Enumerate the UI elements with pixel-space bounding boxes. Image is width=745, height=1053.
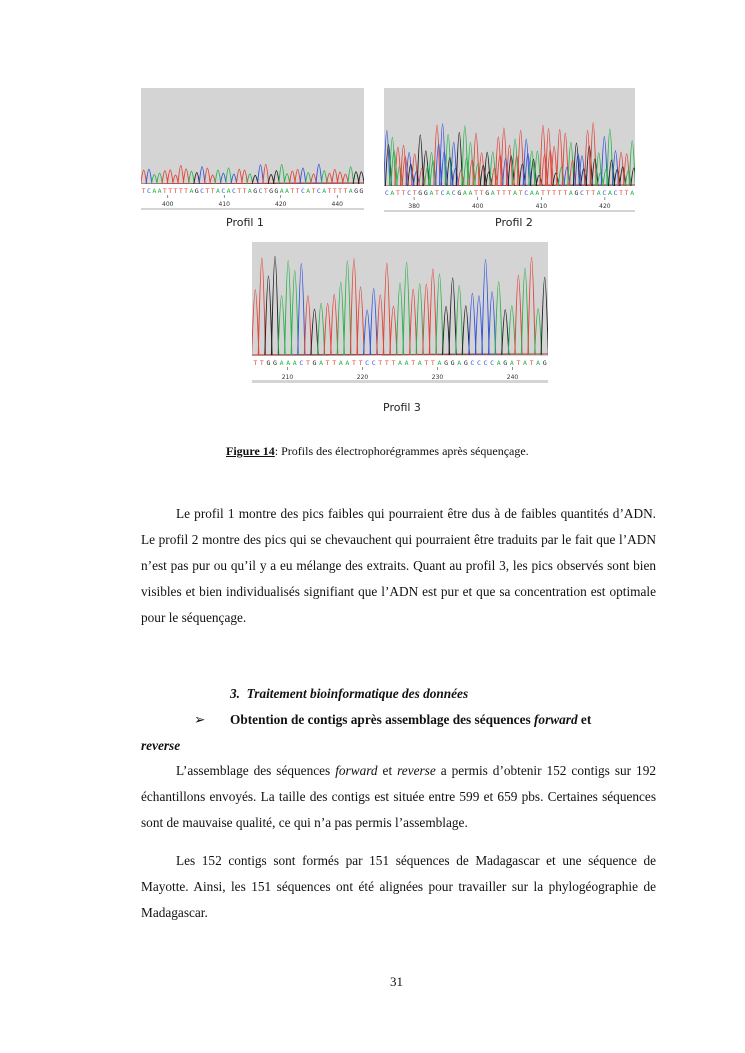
trace-peak-overlap (564, 167, 570, 186)
paragraph-1-text: Le profil 1 montre des pics faibles qui pourraient être dus à de faibles quantités d’ADN. Le profil 2 montre des pics qui se chevauchent qui pourraient être traduits par le fait que l’ADN n’est pas pur ou qu’il y a eu mélange des extraits. Quant au profil 3, les pics observés sont bien visibles et bien individualisés signifiant que l’ADN est pur et que sa concentration est optimale pour le séquençage. (141, 506, 656, 625)
trace-peak (515, 275, 522, 355)
base-call: A (398, 359, 402, 367)
trace-peak (236, 169, 242, 184)
base-call: C (371, 359, 376, 367)
base-call: T (253, 359, 258, 367)
trace-peak (390, 306, 397, 355)
trace-peak (467, 142, 473, 186)
base-call: A (338, 359, 343, 367)
tick-label: 400 (471, 203, 484, 210)
trace-peak (273, 171, 279, 184)
base-call: T (552, 189, 557, 197)
trace-peak (263, 164, 269, 184)
tick-label: 410 (218, 201, 230, 208)
trace-peak-overlap (458, 170, 464, 186)
base-call: G (253, 187, 258, 195)
base-call: T (496, 189, 501, 197)
base-call: T (435, 189, 439, 197)
base-call: T (546, 189, 551, 197)
section-title: Traitement bioinformatique des données (246, 686, 469, 701)
trace-peak-overlap (597, 173, 603, 186)
trace-peak (479, 153, 485, 186)
trace-peak-overlap (558, 167, 564, 186)
base-call: T (351, 359, 356, 367)
base-call: C (365, 359, 370, 367)
trace-peak (358, 172, 364, 184)
base-call: A (345, 359, 350, 367)
trace-peak (612, 151, 618, 186)
page-number: 31 (390, 974, 403, 989)
trace-peak (618, 152, 624, 186)
base-call: A (306, 187, 311, 195)
base-call: A (535, 189, 540, 197)
paragraph-2-part1: L’assemblage des séquences (176, 763, 336, 778)
base-call: G (273, 359, 277, 367)
base-call: G (312, 359, 317, 367)
tick-label: 230 (431, 374, 444, 381)
base-call: A (457, 359, 462, 367)
base-call: G (194, 187, 199, 195)
base-call: C (483, 359, 488, 367)
base-call: A (322, 187, 327, 195)
figure-caption-label: Figure 14 (226, 444, 275, 458)
trace-peak (342, 174, 348, 184)
trace-peak (406, 152, 412, 186)
base-call: G (266, 359, 271, 367)
trace-peak (324, 303, 331, 355)
base-call: C (258, 187, 263, 195)
trace-peak (295, 169, 301, 184)
base-call: T (424, 359, 429, 367)
base-call: T (263, 187, 268, 195)
trace-peak (475, 296, 482, 355)
trace-peak (451, 142, 457, 186)
subsection-title-reverse: reverse (141, 738, 181, 753)
base-call: T (311, 187, 316, 195)
trace-peak (383, 263, 390, 355)
base-call: C (490, 359, 495, 367)
base-call: A (157, 187, 162, 195)
base-call: T (412, 189, 417, 197)
base-call: T (430, 359, 435, 367)
base-call: G (463, 359, 468, 367)
base-call: T (619, 189, 624, 197)
trace-peak (210, 175, 216, 184)
base-call: A (417, 359, 422, 367)
trace-peak (596, 153, 602, 186)
base-call: T (168, 187, 173, 195)
tick-label: 420 (275, 201, 287, 208)
trace-peak (590, 123, 596, 186)
base-call: C (316, 187, 321, 195)
base-call: A (429, 189, 434, 197)
base-call: T (516, 359, 521, 367)
trace-peak (194, 173, 200, 184)
base-call: T (338, 187, 343, 195)
section-number: 3. (230, 686, 240, 701)
trace-peak-overlap (625, 171, 631, 186)
base-call: T (295, 187, 300, 195)
base-call: A (226, 187, 231, 195)
base-call: G (542, 359, 547, 367)
trace-peak (449, 278, 456, 355)
trace-peak (183, 169, 189, 184)
trace-peak (300, 168, 306, 184)
base-call: A (279, 187, 284, 195)
trace-peak (410, 289, 417, 355)
trace-peak (348, 167, 354, 184)
base-call: T (529, 359, 534, 367)
trace-peak (167, 170, 173, 184)
base-call: C (602, 189, 607, 197)
trace-peak (482, 260, 489, 355)
base-call: A (536, 359, 541, 367)
trace-peak (535, 309, 542, 355)
trace-peak (321, 171, 327, 184)
trace-peak (289, 171, 295, 184)
profil-1-label: Profil 1 (226, 216, 264, 229)
trace-peak (528, 257, 535, 355)
trace-peak (429, 269, 436, 355)
tick-label: 380 (408, 203, 420, 210)
paragraph-2 (141, 758, 656, 836)
paragraph-3-text: Les 152 contigs sont formés par 151 séquences de Madagascar et une séquence de Mayotte. Ainsi, les 151 séquences ont été alignées pour travailler sur la phylogéographie de Madagascar. (141, 853, 656, 920)
base-call: A (523, 359, 527, 367)
trace-peak (305, 173, 311, 184)
trace-peak (157, 173, 163, 184)
base-call: T (325, 359, 330, 367)
base-call: G (423, 189, 428, 197)
base-call: T (343, 187, 348, 195)
trace-peak (304, 296, 311, 355)
base-call: T (479, 189, 484, 197)
tick-label: 420 (599, 203, 611, 210)
base-call: T (141, 187, 146, 195)
base-call: T (178, 187, 183, 195)
trace-peak (258, 258, 265, 355)
base-call: C (221, 187, 226, 195)
trace-peak (332, 169, 338, 184)
base-call: T (401, 189, 406, 197)
trace-peak (442, 306, 449, 355)
trace-peak (285, 261, 292, 355)
subsection-title-forward: forward (534, 712, 578, 727)
trace-peak (501, 128, 507, 186)
base-call: T (391, 359, 396, 367)
base-call: A (319, 359, 324, 367)
trace-peak (278, 296, 285, 355)
trace-peak (579, 156, 585, 186)
trace-peak (396, 283, 403, 355)
base-call: T (327, 187, 332, 195)
trace-peak (473, 133, 479, 186)
profil-2-label: Profil 2 (495, 216, 533, 229)
base-call: A (348, 187, 353, 195)
paragraph-3 (141, 848, 656, 926)
trace-peak (337, 172, 343, 184)
trace-peak (204, 168, 210, 184)
paragraph-2-et: et (377, 763, 398, 778)
trace-peak (353, 172, 359, 184)
base-call: C (231, 187, 236, 195)
base-call: T (305, 359, 310, 367)
base-call: A (509, 359, 514, 367)
trace-peak (311, 309, 318, 355)
base-call: A (286, 359, 291, 367)
base-call: C (147, 187, 151, 195)
paragraph-2-forward: forward (335, 763, 378, 778)
base-call: T (518, 189, 523, 197)
trace-peak (178, 165, 184, 184)
tick-label: 220 (356, 374, 369, 381)
tick-label: 210 (281, 374, 294, 381)
base-call: T (557, 189, 562, 197)
subsection-heading (230, 712, 591, 728)
base-call: C (300, 187, 305, 195)
base-call: T (591, 189, 596, 197)
base-call: A (596, 189, 601, 197)
base-call: A (568, 189, 573, 197)
base-call: A (292, 359, 297, 367)
trace-peak (316, 164, 322, 184)
base-call: T (290, 187, 295, 195)
chromatogram-profil-1-plot (141, 88, 364, 210)
base-call: A (279, 359, 284, 367)
trace-peak (412, 154, 418, 186)
trace-peak (337, 282, 344, 355)
base-call: G (574, 189, 579, 197)
trace-peak (350, 259, 357, 355)
base-call: T (242, 187, 247, 195)
base-call: T (624, 189, 629, 197)
base-call: A (630, 189, 635, 197)
trace-peak (344, 261, 351, 355)
base-call: C (440, 189, 445, 197)
trace-peak (436, 274, 443, 355)
trace-peak (363, 310, 370, 355)
trace-peak (518, 130, 524, 186)
trace-peak (252, 290, 259, 355)
base-call: A (529, 189, 534, 197)
trace-peak (521, 268, 528, 355)
base-call: T (205, 187, 210, 195)
base-call: C (299, 359, 304, 367)
trace-peak (488, 292, 495, 355)
tick-label: 240 (506, 374, 519, 381)
base-call: T (259, 359, 264, 367)
base-call: A (390, 189, 395, 197)
trace-peak (377, 295, 384, 355)
trace-peak (403, 262, 410, 355)
trace-peak (317, 303, 324, 355)
base-call: A (496, 359, 501, 367)
trace-peak (331, 295, 338, 355)
subsection-title-and: et (577, 712, 592, 727)
subsection-bullet: ➢ (194, 712, 206, 727)
base-call: T (395, 189, 400, 197)
trace-peak (271, 256, 278, 355)
base-call: G (503, 359, 508, 367)
base-call: T (541, 189, 545, 197)
base-call: T (358, 359, 363, 367)
base-call: A (216, 187, 220, 195)
base-call: T (384, 359, 389, 367)
base-call: C (470, 359, 475, 367)
trace-peak (508, 306, 515, 355)
base-call: C (407, 189, 412, 197)
base-call: T (210, 187, 215, 195)
trace-peak-overlap (603, 169, 609, 186)
trace-peak (568, 142, 574, 186)
base-call: A (152, 187, 157, 195)
base-call: G (274, 187, 279, 195)
base-call: A (490, 189, 495, 197)
base-call: T (585, 189, 590, 197)
trace-peak (151, 175, 157, 184)
profil-3-label: Profil 3 (383, 401, 421, 414)
base-call: A (446, 189, 451, 197)
trace-peak (541, 277, 548, 355)
chromatogram-profil-2 (384, 88, 635, 212)
base-call: G (450, 359, 455, 367)
base-call: T (173, 187, 178, 195)
base-call: G (485, 189, 490, 197)
base-call: G (457, 189, 462, 197)
chromatogram-profil-3 (252, 242, 548, 383)
base-call: T (378, 359, 383, 367)
base-call: C (451, 189, 456, 197)
base-call: G (444, 359, 449, 367)
base-call: T (507, 189, 512, 197)
base-call: C (524, 189, 529, 197)
trace-peak (416, 284, 423, 355)
base-call: T (563, 189, 568, 197)
trace-peak (141, 170, 147, 184)
base-call: A (189, 187, 194, 195)
trace-peak-overlap (413, 172, 419, 186)
trace-peak (247, 174, 253, 184)
base-call: A (285, 187, 289, 195)
base-call: T (162, 187, 167, 195)
trace-peak (495, 282, 502, 355)
base-call: G (359, 187, 364, 195)
trace-peak (231, 174, 237, 184)
trace-peak (357, 287, 364, 355)
base-call: A (247, 187, 252, 195)
base-call: G (354, 187, 358, 195)
trace-peak (146, 169, 152, 184)
base-call: A (404, 359, 409, 367)
trace-peak (220, 173, 226, 184)
trace-peak (327, 173, 333, 184)
trace-peak (624, 154, 630, 186)
trace-peak (462, 306, 469, 355)
figure-caption-text: : Profils des électrophorégrammes après séquençage. (274, 444, 529, 458)
tick-label: 440 (331, 201, 343, 208)
chromatogram-profil-3-plot (252, 242, 548, 383)
base-call: C (580, 189, 584, 197)
trace-peak (199, 167, 205, 184)
trace-peak (545, 128, 551, 186)
base-call: A (607, 189, 612, 197)
paragraph-1 (141, 501, 656, 631)
base-call: A (462, 189, 467, 197)
base-call: T (332, 359, 337, 367)
base-call: C (384, 189, 389, 197)
subsection-title-part1: Obtention de contigs après assemblage des séquences (230, 712, 534, 727)
figure-caption (226, 444, 529, 459)
base-call: G (418, 189, 423, 197)
base-call: C (200, 187, 205, 195)
trace-peak (469, 293, 476, 355)
trace-peak (258, 165, 264, 184)
paragraph-2-part2: a permis d’obtenir 152 contigs sur 192 échantillons envoyés. La taille des contigs est située entre 599 et 659 pbs. Certaines séquences sont de mauvaise qualité, ce qui n’a pas permis l’assemblage. (141, 763, 656, 830)
base-call: C (613, 189, 618, 197)
base-call: T (237, 187, 242, 195)
trace-peak (242, 170, 248, 184)
base-call: C (476, 359, 481, 367)
trace-peak (298, 263, 305, 355)
chromatogram-profil-1 (141, 88, 364, 210)
trace-baseline-T (252, 354, 548, 355)
base-call: G (269, 187, 274, 195)
trace-peak (189, 171, 195, 184)
trace-peak (456, 285, 463, 355)
trace-peak (162, 171, 168, 184)
trace-peak-overlap (452, 168, 458, 186)
base-call: A (437, 359, 442, 367)
trace-peak (279, 165, 285, 184)
base-call: T (501, 189, 506, 197)
trace-peak (291, 271, 298, 355)
paragraph-2-reverse: reverse (397, 763, 436, 778)
base-call: T (184, 187, 189, 195)
tick-label: 410 (535, 203, 548, 210)
trace-peak (512, 139, 518, 186)
base-call: T (332, 187, 337, 195)
base-call: T (474, 189, 478, 197)
trace-peak (226, 168, 232, 184)
base-call: A (468, 189, 473, 197)
base-call: T (411, 359, 416, 367)
trace-peak (215, 170, 221, 184)
trace-peak (423, 284, 430, 355)
trace-peak (265, 276, 272, 355)
trace-peak (370, 288, 377, 355)
trace-peak (484, 152, 490, 186)
tick-label: 400 (162, 201, 174, 208)
trace-peak (502, 310, 509, 355)
trace-peak-overlap (486, 172, 492, 186)
chromatogram-profil-2-plot (384, 88, 635, 212)
section-heading (230, 686, 468, 702)
base-call: A (513, 189, 518, 197)
